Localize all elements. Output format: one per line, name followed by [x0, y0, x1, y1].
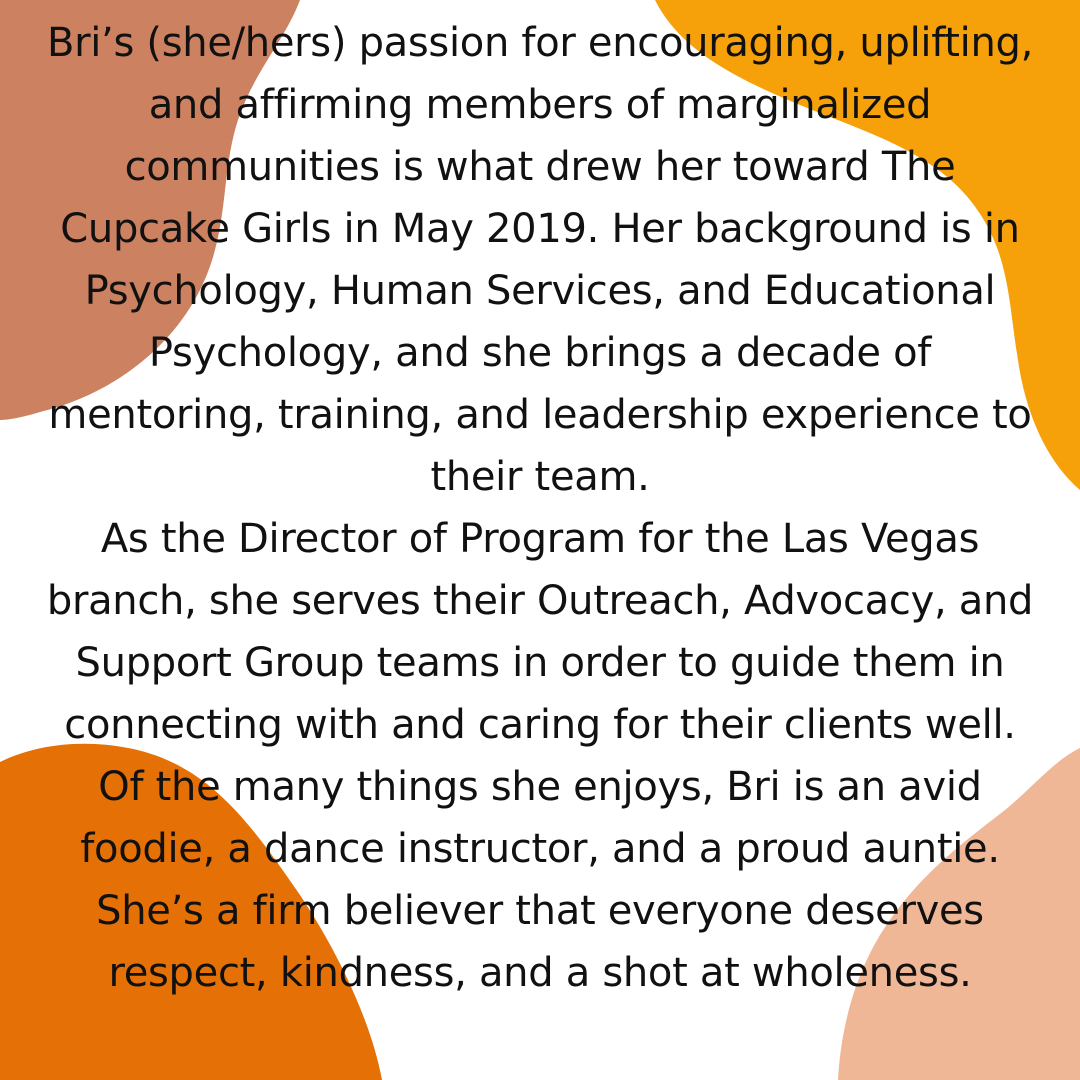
bio-text	[40, 12, 1040, 1004]
bio-paragraph-3: Of the many things she enjoys, Bri is an avid foodie, a dance instructor, and a proud auntie. She’s a firm believer that everyone deserves respect, kindness, and a shot at wholeness.	[80, 764, 1000, 996]
bio-paragraph-1: Bri’s (she/hers) passion for encouraging, uplifting, and affirming members of marginalized communities is what drew her toward The Cupcake Girls in May 2019. Her background is in Psychology, Human Services, and Educational Psychology, and she brings a decade of mentoring, training, and leadership experience to their team.	[46, 20, 1034, 500]
bio-paragraph-2: As the Director of Program for the Las Vegas branch, she serves their Outreach, Advocacy, and Support Group teams in order to guide them in connecting with and caring for their clients well.	[46, 516, 1034, 748]
